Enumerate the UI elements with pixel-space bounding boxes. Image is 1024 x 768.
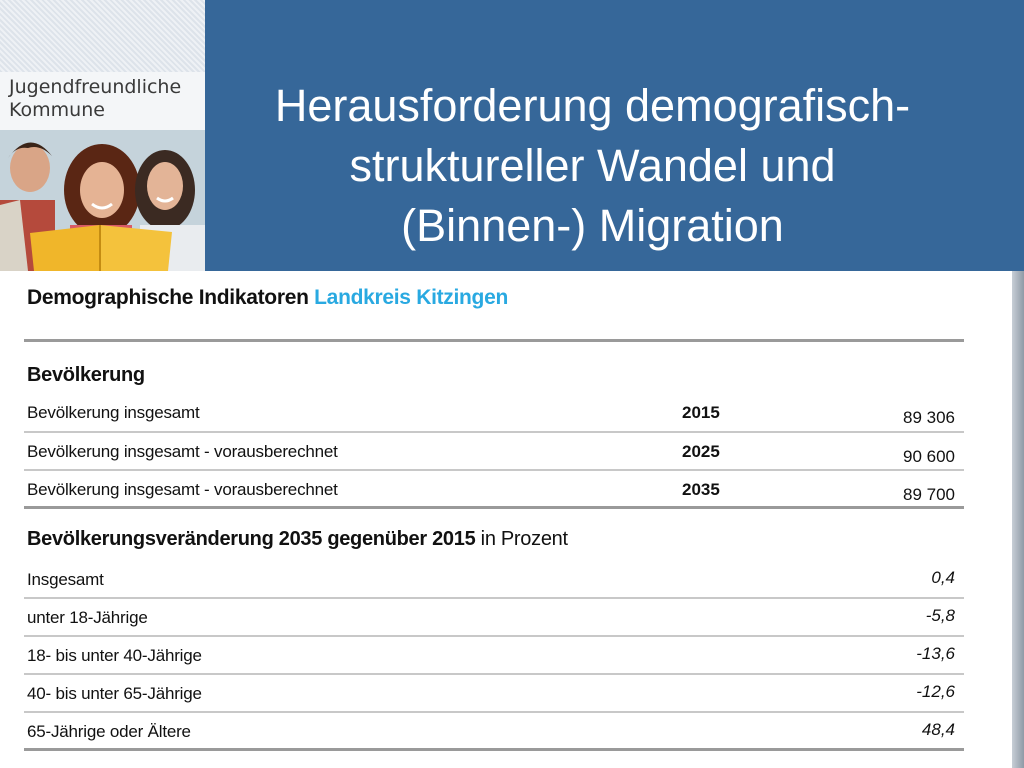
- row-value: 0,4: [931, 568, 955, 587]
- header-band: [0, 0, 1024, 271]
- title-line-1: Herausforderung demografisch-: [274, 80, 911, 131]
- row-divider: [24, 635, 964, 637]
- row-value: -13,6: [916, 644, 955, 663]
- row-label: unter 18-Jährige: [27, 608, 148, 627]
- row-value: 89 700: [903, 485, 955, 504]
- logo-text: [0, 72, 205, 130]
- row-label: 65-Jährige oder Ältere: [27, 722, 191, 741]
- document-title-main: Demographische Indikatoren: [27, 286, 309, 309]
- section-divider: [24, 506, 964, 509]
- title-line-3: (Binnen-) Migration: [401, 200, 784, 251]
- section-heading-change-unit: in Prozent: [480, 528, 568, 550]
- row-value: -12,6: [916, 682, 955, 701]
- book-left-cover: [30, 225, 100, 271]
- person-left-face: [10, 144, 50, 192]
- row-year: 2025: [682, 442, 720, 461]
- row-value: 48,4: [921, 720, 955, 739]
- row-value: 90 600: [903, 447, 955, 466]
- person-right-face: [147, 162, 183, 210]
- logo-panel: [0, 0, 205, 271]
- row-divider: [24, 469, 964, 471]
- row-value: -5,8: [925, 606, 955, 625]
- right-decorative-strip: [1012, 271, 1024, 768]
- row-year: 2035: [682, 480, 720, 499]
- indicator-table: [0, 271, 1012, 768]
- row-label: 18- bis unter 40-Jährige: [27, 646, 202, 665]
- row-value: 89 306: [903, 408, 955, 427]
- section-heading-change: [27, 528, 568, 551]
- row-label: Bevölkerung insgesamt: [27, 403, 200, 422]
- book-right-cover: [100, 225, 172, 271]
- row-label: Insgesamt: [27, 570, 104, 589]
- divider-bottom: [24, 748, 964, 751]
- row-label: Bevölkerung insgesamt - vorausberechnet: [27, 480, 338, 499]
- slide-title: [215, 76, 970, 256]
- person-center-face: [80, 162, 124, 218]
- document-title: [27, 286, 508, 310]
- section-heading-population: Bevölkerung: [27, 364, 145, 386]
- people-photo-illustration: [0, 130, 205, 271]
- row-divider: [24, 431, 964, 433]
- header-photo: [0, 130, 205, 271]
- row-divider: [24, 711, 964, 713]
- row-divider: [24, 673, 964, 675]
- row-year: 2015: [682, 403, 720, 422]
- row-label: 40- bis unter 65-Jährige: [27, 684, 202, 703]
- document-title-region: Landkreis Kitzingen: [314, 286, 508, 309]
- row-divider: [24, 597, 964, 599]
- title-line-2: struktureller Wandel und: [349, 140, 836, 191]
- logo-line-2: Kommune: [9, 99, 105, 121]
- section-heading-change-bold: Bevölkerungsveränderung 2035 gegenüber 2015: [27, 528, 476, 550]
- row-label: Bevölkerung insgesamt - vorausberechnet: [27, 442, 338, 461]
- divider-top: [24, 339, 964, 342]
- logo-texture: [0, 0, 205, 72]
- logo-line-1: Jugendfreundliche: [9, 76, 182, 98]
